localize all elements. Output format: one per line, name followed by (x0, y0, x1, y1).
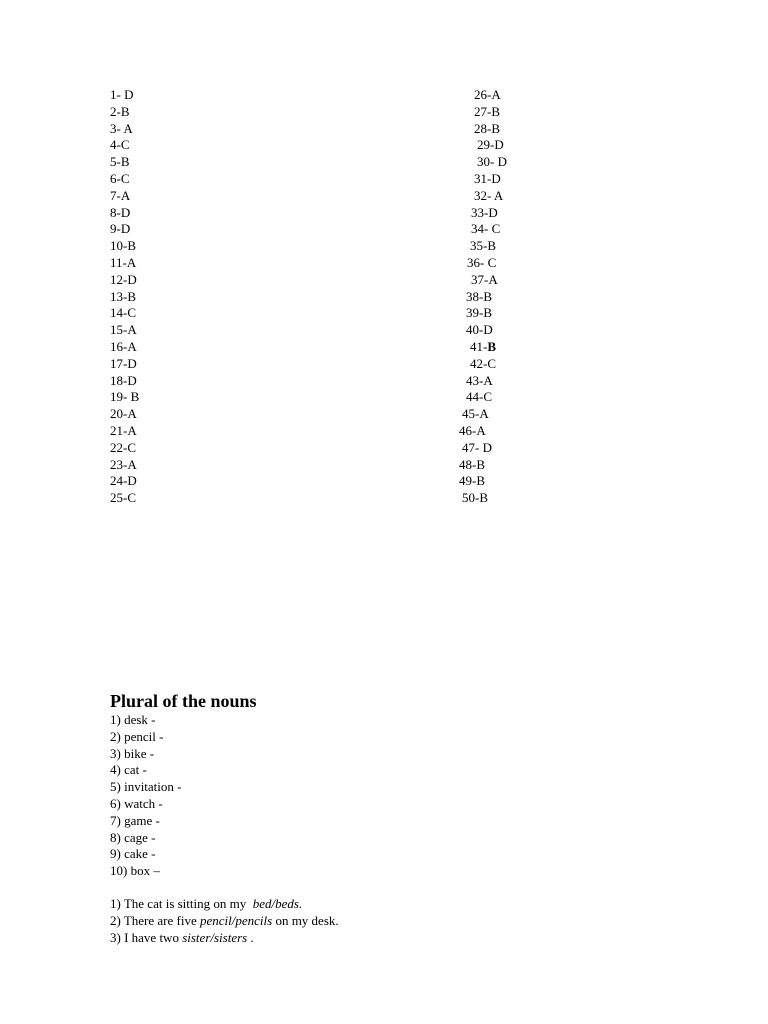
answer-item: 11-A (110, 254, 137, 270)
choice-text: sister/sisters (182, 929, 248, 945)
list-item: 8) cage - (110, 829, 156, 845)
list-item: 4) cat - (110, 762, 147, 778)
answer-item: 14-C (110, 305, 136, 321)
answer-item: 47- D (462, 439, 492, 455)
answer-bold-letter: B (487, 338, 497, 354)
sentence-item: 2) There are five pencil/pencils on my desk. (110, 912, 339, 928)
answer-key-right-column (0, 87, 768, 507)
answer-item: 27-B (474, 103, 500, 119)
answer-item: 23-A (110, 456, 137, 472)
list-item: 6) watch - (110, 795, 163, 811)
answer-item: 40-D (466, 322, 493, 338)
answer-item: 15-A (110, 322, 137, 338)
answer-item: 25-C (110, 490, 136, 506)
answer-item: 42-C (470, 355, 496, 371)
list-item: 5) invitation - (110, 779, 182, 795)
answer-item: 10-B (110, 238, 136, 254)
answer-item: 24-D (110, 473, 137, 489)
answer-item: 19- B (110, 389, 140, 405)
list-item: 1) desk - (110, 712, 156, 727)
answer-item: 39-B (466, 305, 492, 321)
answer-item: 4-C (110, 137, 130, 153)
answer-item: 12-D (110, 271, 137, 287)
answer-item: 26-A (474, 87, 501, 102)
answer-item: 36- C (467, 254, 497, 270)
answer-item: 29-D (477, 137, 504, 153)
choice-text: bed/beds. (252, 896, 303, 911)
answer-item: 28-B (474, 120, 500, 136)
answer-item: 2-B (110, 103, 130, 119)
answer-item: 41-B (470, 338, 497, 354)
sentence-item: 3) I have two sister/sisters . (110, 929, 254, 945)
answer-item: 18-D (110, 372, 137, 388)
plural-exercise-list (110, 712, 182, 880)
list-item: 9) cake - (110, 846, 156, 862)
list-item: 7) game - (110, 812, 160, 828)
answer-item: 44-C (466, 389, 492, 405)
answer-item: 35-B (470, 238, 496, 254)
answer-item: 9-D (110, 221, 131, 237)
answer-item: 3- A (110, 120, 133, 136)
answer-item: 5-B (110, 154, 130, 170)
answer-item: 30- D (477, 154, 507, 170)
answer-item: 21-A (110, 422, 137, 438)
answer-item: 50-B (462, 490, 488, 506)
answer-item: 43-A (466, 372, 493, 388)
answer-item: 22-C (110, 439, 136, 455)
answer-item: 7-A (110, 187, 131, 203)
answer-item: 20-A (110, 406, 137, 422)
answer-item: 37-A (471, 271, 498, 287)
answer-item: 16-A (110, 338, 137, 354)
answer-item: 45-A (462, 406, 489, 422)
answer-item: 38-B (466, 288, 492, 304)
answer-item: 8-D (110, 204, 131, 220)
answer-item: 34- C (471, 221, 501, 237)
answer-item: 1- D (110, 87, 134, 102)
list-item: 2) pencil - (110, 728, 164, 744)
list-item: 3) bike - (110, 745, 155, 761)
answer-item: 46-A (459, 422, 486, 438)
answer-item: 17-D (110, 355, 137, 371)
answer-item: 48-B (459, 456, 485, 472)
sentence-item: 1) The cat is sitting on my bed/beds. (110, 896, 303, 911)
answer-item: 31-D (474, 170, 501, 186)
answer-item: 33-D (471, 204, 498, 220)
answer-item: 13-B (110, 288, 136, 304)
list-item: 10) box – (110, 863, 160, 879)
answer-item: 6-C (110, 170, 130, 186)
choice-text: pencil/pencils (199, 912, 273, 928)
answer-item: 49-B (459, 473, 485, 489)
answer-item: 32- A (474, 187, 504, 203)
section-heading: Plural of the nouns (110, 691, 257, 711)
sentence-exercise-list (110, 896, 339, 946)
